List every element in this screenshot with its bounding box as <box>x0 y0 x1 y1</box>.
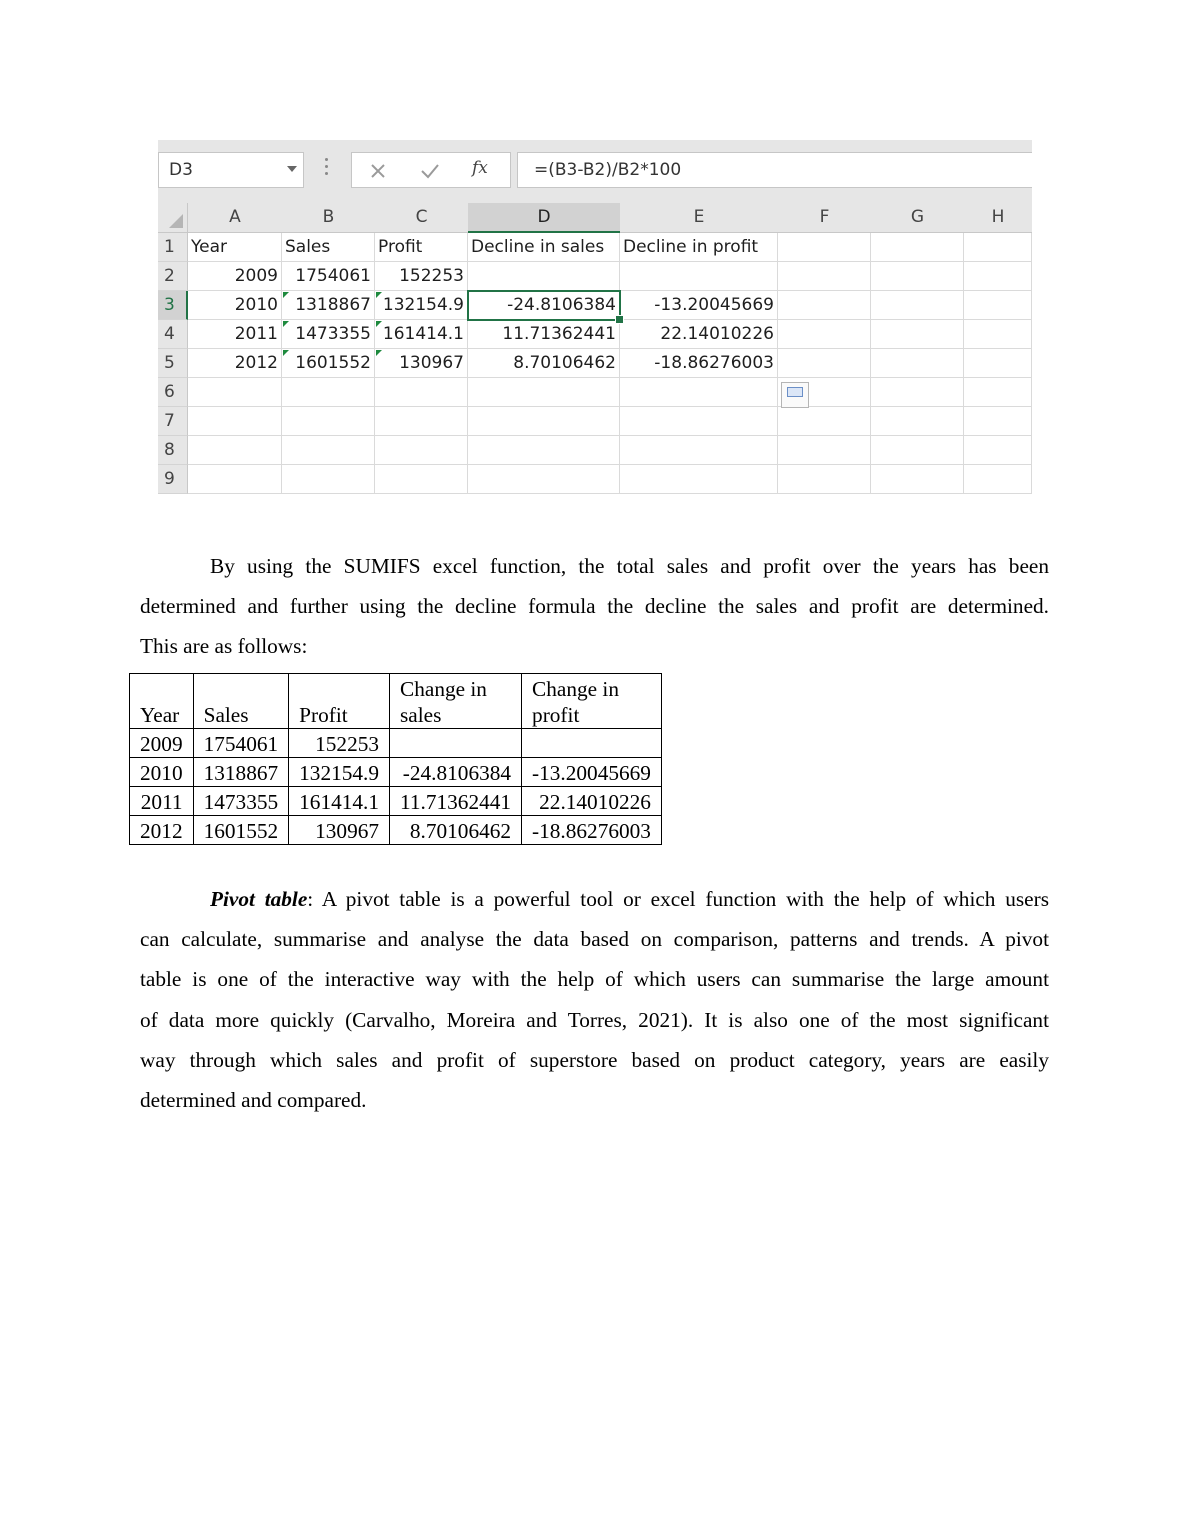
cell-h9[interactable] <box>964 465 1032 494</box>
paragraph-line: Pivot table: A pivot table is a powerful tool or excel function with the help of which users <box>210 887 1049 911</box>
cell-value: 132154.9 <box>382 295 464 315</box>
table-row <box>130 758 662 787</box>
table-cell: 161414.1 <box>289 787 390 816</box>
cell-b4[interactable] <box>282 320 375 349</box>
cancel-icon[interactable] <box>370 163 386 179</box>
chevron-down-icon[interactable] <box>287 166 297 172</box>
cell-d6[interactable] <box>468 378 620 407</box>
cell-e3[interactable] <box>620 291 778 320</box>
cell-value: Sales <box>285 237 331 257</box>
summary-table <box>129 673 662 845</box>
header-text: Change in <box>532 677 619 701</box>
cell-f9[interactable] <box>778 465 871 494</box>
row-header-4[interactable]: 4 <box>158 320 188 349</box>
header-text: profit <box>532 703 580 727</box>
cell-value: Profit <box>378 237 423 257</box>
cell-f8[interactable] <box>778 436 871 465</box>
cell-a6[interactable] <box>188 378 282 407</box>
cell-b2[interactable] <box>282 262 375 291</box>
more-options-icon <box>325 158 329 182</box>
cell-g6[interactable] <box>871 378 964 407</box>
cell-value: -13.20045669 <box>654 295 774 315</box>
error-indicator-icon[interactable] <box>376 350 382 356</box>
cell-value: 1754061 <box>295 266 371 286</box>
table-cell: 152253 <box>289 729 390 758</box>
cell-g7[interactable] <box>871 407 964 436</box>
table-cell <box>522 729 662 758</box>
cell-value: 1601552 <box>295 353 371 373</box>
error-indicator-icon[interactable] <box>376 292 382 298</box>
cell-value: 11.71362441 <box>502 324 616 344</box>
table-row <box>130 816 662 845</box>
table-cell: -13.20045669 <box>522 758 662 787</box>
cell-h4[interactable] <box>964 320 1032 349</box>
error-indicator-icon[interactable] <box>376 321 382 327</box>
cell-f7[interactable] <box>778 407 871 436</box>
cell-a5[interactable] <box>188 349 282 378</box>
formula-text: =(B3-B2)/B2*100 <box>534 160 682 180</box>
table-header-cell <box>193 674 289 729</box>
name-box-value: D3 <box>169 160 193 180</box>
cell-b6[interactable] <box>282 378 375 407</box>
cell-c4[interactable] <box>375 320 468 349</box>
cell-value: 2012 <box>234 353 278 373</box>
paragraph-line: table is one of the interactive way with the help of which users can summarise the large amount <box>140 967 1049 992</box>
cell-g3[interactable] <box>871 291 964 320</box>
table-cell: 22.14010226 <box>522 787 662 816</box>
cell-g5[interactable] <box>871 349 964 378</box>
spreadsheet-screenshot <box>158 140 1032 498</box>
cell-d4[interactable] <box>468 320 620 349</box>
table-cell: 2009 <box>130 729 194 758</box>
pivot-table-term: Pivot table <box>210 887 308 911</box>
table-row <box>130 787 662 816</box>
cell-g4[interactable] <box>871 320 964 349</box>
cell-e5[interactable] <box>620 349 778 378</box>
paragraph-line: of data more quickly (Carvalho, Moreira and Torres, 2021). It is also one of the most significant <box>140 1007 1049 1032</box>
cell-b7[interactable] <box>282 407 375 436</box>
column-header-b[interactable]: B <box>282 203 376 233</box>
cell-c1[interactable] <box>375 233 468 262</box>
formula-input[interactable] <box>517 152 1032 188</box>
cell-g1[interactable] <box>871 233 964 262</box>
cell-f4[interactable] <box>778 320 871 349</box>
table-cell: 2011 <box>130 787 194 816</box>
active-cell-border <box>467 290 621 321</box>
row-header-8[interactable]: 8 <box>158 436 188 465</box>
paste-options-icon[interactable] <box>781 382 809 408</box>
cell-value: 161414.1 <box>382 324 464 344</box>
table-cell: 1754061 <box>193 729 289 758</box>
error-indicator-icon[interactable] <box>283 350 289 356</box>
cell-b5[interactable] <box>282 349 375 378</box>
cell-a4[interactable] <box>188 320 282 349</box>
cell-c6[interactable] <box>375 378 468 407</box>
cell-value: 152253 <box>399 266 464 286</box>
cell-h1[interactable] <box>964 233 1032 262</box>
cell-e6[interactable] <box>620 378 778 407</box>
column-header-c[interactable]: C <box>375 203 469 233</box>
table-cell: 1473355 <box>193 787 289 816</box>
cell-f5[interactable] <box>778 349 871 378</box>
cell-e9[interactable] <box>620 465 778 494</box>
row-header-9[interactable]: 9 <box>158 465 188 494</box>
cell-h2[interactable] <box>964 262 1032 291</box>
row-header-2[interactable]: 2 <box>158 262 188 291</box>
cell-value: 2009 <box>234 266 278 286</box>
cell-value: 2011 <box>234 324 278 344</box>
cell-h5[interactable] <box>964 349 1032 378</box>
cell-a1[interactable] <box>188 233 282 262</box>
paragraph-line: way through which sales and profit of superstore based on product category, years are easily <box>140 1047 1049 1072</box>
row-header-1[interactable]: 1 <box>158 233 188 262</box>
table-cell: 130967 <box>289 816 390 845</box>
cell-e4[interactable] <box>620 320 778 349</box>
cell-g8[interactable] <box>871 436 964 465</box>
cell-a9[interactable] <box>188 465 282 494</box>
name-box[interactable] <box>158 152 304 188</box>
table-cell: 8.70106462 <box>390 816 522 845</box>
row-header-7[interactable]: 7 <box>158 407 188 436</box>
column-header-e[interactable]: E <box>620 203 779 233</box>
cell-b1[interactable] <box>282 233 375 262</box>
column-header-d[interactable]: D <box>468 203 621 233</box>
cell-d2[interactable] <box>468 262 620 291</box>
table-cell: -24.8106384 <box>390 758 522 787</box>
paragraph-sumifs <box>140 546 1049 667</box>
cell-d5[interactable] <box>468 349 620 378</box>
table-cell: 1318867 <box>193 758 289 787</box>
row-header-5[interactable]: 5 <box>158 349 188 378</box>
table-cell: -18.86276003 <box>522 816 662 845</box>
paragraph-line: can calculate, summarise and analyse the data based on comparison, patterns and trends. A pivot <box>140 927 1049 952</box>
cell-b3[interactable] <box>282 291 375 320</box>
cell-f3[interactable] <box>778 291 871 320</box>
table-header-cell <box>130 674 194 729</box>
header-text: Change in <box>400 677 487 701</box>
cell-a7[interactable] <box>188 407 282 436</box>
select-all-button[interactable] <box>158 203 188 233</box>
cell-d9[interactable] <box>468 465 620 494</box>
cell-e8[interactable] <box>620 436 778 465</box>
error-indicator-icon[interactable] <box>283 292 289 298</box>
cell-h3[interactable] <box>964 291 1032 320</box>
table-cell: 2010 <box>130 758 194 787</box>
paragraph-pivot-table <box>140 879 1049 1120</box>
column-header-h[interactable]: H <box>964 203 1032 233</box>
cell-value: 1473355 <box>295 324 371 344</box>
table-cell <box>390 729 522 758</box>
cell-h7[interactable] <box>964 407 1032 436</box>
column-header-g[interactable]: G <box>871 203 965 233</box>
paragraph-line: determined and further using the decline formula the decline the sales and profit are determined. <box>140 594 1049 619</box>
cell-value: 8.70106462 <box>513 353 616 373</box>
header-text: Sales <box>203 703 249 727</box>
cell-g2[interactable] <box>871 262 964 291</box>
cell-value: -18.86276003 <box>654 353 774 373</box>
table-row <box>130 729 662 758</box>
cell-d7[interactable] <box>468 407 620 436</box>
error-indicator-icon[interactable] <box>283 321 289 327</box>
header-text: sales <box>400 703 442 727</box>
cell-c3[interactable] <box>375 291 468 320</box>
table-header-cell <box>522 674 662 729</box>
table-header-row <box>130 674 662 729</box>
cell-h6[interactable] <box>964 378 1032 407</box>
cell-a8[interactable] <box>188 436 282 465</box>
row-header-3[interactable]: 3 <box>158 291 188 320</box>
cell-f2[interactable] <box>778 262 871 291</box>
cell-f1[interactable] <box>778 233 871 262</box>
cell-c2[interactable] <box>375 262 468 291</box>
header-text: Year <box>140 703 180 727</box>
cell-e7[interactable] <box>620 407 778 436</box>
cell-value: 2010 <box>234 295 278 315</box>
cell-value: 1318867 <box>295 295 371 315</box>
table-cell: 11.71362441 <box>390 787 522 816</box>
table-cell: 2012 <box>130 816 194 845</box>
table-cell: 1601552 <box>193 816 289 845</box>
cell-value: Decline in sales <box>471 237 605 257</box>
fill-handle[interactable] <box>615 315 624 324</box>
cell-e1[interactable] <box>620 233 778 262</box>
cell-c5[interactable] <box>375 349 468 378</box>
row-header-6[interactable]: 6 <box>158 378 188 407</box>
cell-d1[interactable] <box>468 233 620 262</box>
cell-b8[interactable] <box>282 436 375 465</box>
cell-d8[interactable] <box>468 436 620 465</box>
cell-c9[interactable] <box>375 465 468 494</box>
enter-check-icon[interactable] <box>420 163 440 179</box>
insert-function-icon[interactable]: fx <box>472 158 488 178</box>
paragraph-line: This are as follows: <box>140 634 308 659</box>
header-text: Profit <box>299 703 348 727</box>
cell-value: Decline in profit <box>623 237 759 257</box>
cell-g9[interactable] <box>871 465 964 494</box>
cell-a3[interactable] <box>188 291 282 320</box>
column-header-f[interactable]: F <box>778 203 872 233</box>
cell-value: -24.8106384 <box>507 295 616 315</box>
paragraph-line: determined and compared. <box>140 1088 367 1113</box>
table-header-cell <box>390 674 522 729</box>
table-cell: 132154.9 <box>289 758 390 787</box>
cell-value: Year <box>191 237 227 257</box>
table-header-cell <box>289 674 390 729</box>
cell-b9[interactable] <box>282 465 375 494</box>
column-header-a[interactable]: A <box>188 203 283 233</box>
cell-a2[interactable] <box>188 262 282 291</box>
cell-h8[interactable] <box>964 436 1032 465</box>
cell-value: 130967 <box>399 353 464 373</box>
formula-tools <box>351 152 511 188</box>
paragraph-line: By using the SUMIFS excel function, the total sales and profit over the years has been <box>210 554 1049 578</box>
cell-value: 22.14010226 <box>660 324 774 344</box>
formula-bar <box>158 140 1032 203</box>
cell-e2[interactable] <box>620 262 778 291</box>
cell-c8[interactable] <box>375 436 468 465</box>
cell-c7[interactable] <box>375 407 468 436</box>
